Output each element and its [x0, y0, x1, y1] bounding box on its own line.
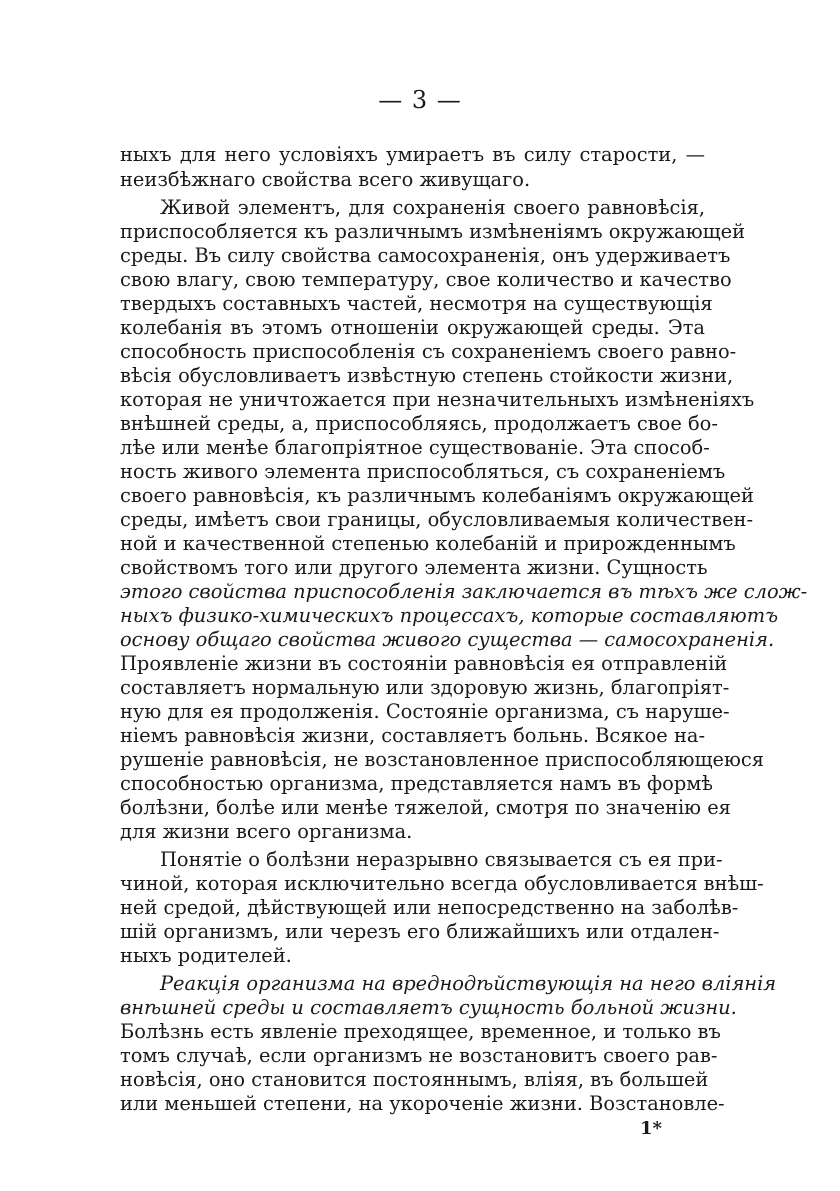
text-line: Болѣзнь есть явленіе преходящее, временное, и только въ: [120, 1020, 721, 1043]
text-line: ность живого элемента приспособляться, съ сохраненіемъ: [120, 460, 726, 483]
text-line: ней средой, дѣйствующей или непосредственно на заболѣв-: [120, 896, 739, 919]
text-line: ную для ея продолженія. Состояніе организма, съ наруше-: [120, 700, 730, 723]
text-line: чиной, которая исключительно всегда обусловливается внѣш-: [120, 872, 764, 895]
text-line: ніемъ равновѣсія жизни, составляетъ больнь. Всякое на-: [120, 724, 705, 747]
signature-mark: 1*: [640, 1118, 662, 1139]
text-line: Живой элементъ, для сохраненія своего равновѣсія,: [160, 196, 705, 219]
text-line: способность приспособленія съ сохраненіемъ своего равно-: [120, 340, 737, 363]
text-line: рушеніе равновѣсія, не возстановленное приспособляющеюся: [120, 748, 764, 771]
text-line: новѣсія, оно становится постояннымъ, вліяя, въ большей: [120, 1068, 709, 1091]
text-line: для жизни всего организма.: [120, 820, 413, 843]
text-line: томъ случаѣ, если организмъ не возстановитъ своего рав-: [120, 1044, 718, 1067]
text-line: ныхъ родителей.: [120, 944, 292, 967]
text-line: ныхъ для него условіяхъ умираетъ въ силу старости, —: [120, 143, 705, 166]
text-line: ной и качественной степенью колебаній и прирожденнымъ: [120, 532, 736, 555]
text-line: вѣсія обусловливаетъ извѣстную степень стойкости жизни,: [120, 364, 734, 387]
text-line: твердыхъ составныхъ частей, несмотря на существующія: [120, 292, 713, 315]
italic-text-line: основу общаго свойства живого существа — самосохраненія.: [120, 628, 775, 651]
text-line: свойствомъ того или другого элемента жизни. Сущность: [120, 556, 708, 579]
text-line: внѣшней среды, а, приспособляясь, продолжаетъ свое бо-: [120, 412, 718, 435]
text-line: неизбѣжнаго свойства всего живущаго.: [120, 168, 531, 191]
text-line: лѣе или менѣе благопріятное существованіе. Эта способ-: [120, 436, 710, 459]
text-line: приспособляется къ различнымъ измѣненіямъ окружающей: [120, 220, 746, 243]
text-line: или меньшей степени, на укороченіе жизни. Возстановле-: [120, 1092, 725, 1115]
text-line: Проявленіе жизни въ состояніи равновѣсія ея отправленій: [120, 652, 728, 675]
text-line: среды, имѣетъ свои границы, обусловливаемыя количествен-: [120, 508, 754, 531]
italic-text-line: этого свойства приспособленія заключается въ тѣхъ же слож-: [120, 580, 808, 603]
text-line: шій организмъ, или черезъ его ближайшихъ или отдален-: [120, 920, 720, 943]
text-line: которая не уничтожается при незначительныхъ измѣненіяхъ: [120, 388, 755, 411]
page-number-header: — 3 —: [378, 86, 462, 114]
text-line: колебанія въ этомъ отношеніи окружающей среды. Эта: [120, 316, 705, 339]
text-line: Понятіе о болѣзни неразрывно связывается съ ея при-: [160, 848, 723, 871]
italic-text-line: внѣшней среды и составляетъ сущность больной жизни.: [120, 996, 737, 1019]
text-line: составляетъ нормальную или здоровую жизнь, благопріят-: [120, 676, 730, 699]
text-line: среды. Въ силу свойства самосохраненія, онъ удерживаетъ: [120, 244, 731, 267]
italic-text-line: Реакція организма на вреднодѣйствующія на него вліянія: [160, 972, 777, 995]
text-line: своего равновѣсія, къ различнымъ колебаніямъ окружающей: [120, 484, 754, 507]
text-line: свою влагу, свою температуру, свое количество и качество: [120, 268, 732, 291]
text-line: способностью организма, представляется намъ въ формѣ: [120, 772, 714, 795]
text-line: болѣзни, болѣе или менѣе тяжелой, смотря по значенію ея: [120, 796, 731, 819]
italic-text-line: ныхъ физико-химическихъ процессахъ, которые составляютъ: [120, 604, 779, 627]
